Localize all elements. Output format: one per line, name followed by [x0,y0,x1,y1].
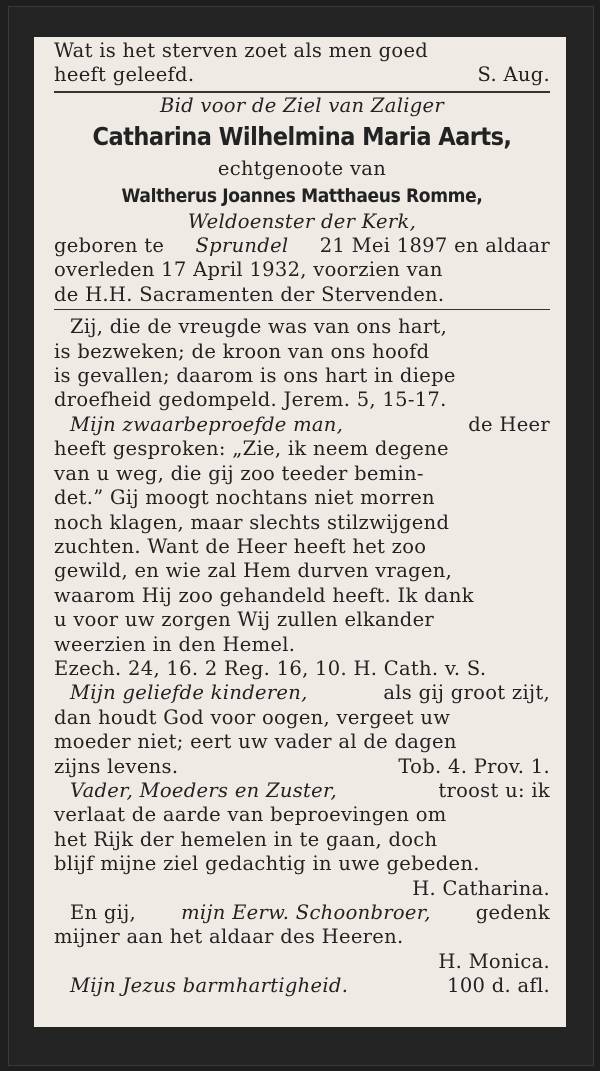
brother-in-law-address: mijn Eerw. Schoonbroer, [181,901,431,924]
husband-address: Mijn zwaarbeproefde man, [70,412,344,436]
body-text: als gij groot zijt, [383,681,550,705]
indulgence-note: 100 d. afl. [447,974,550,998]
birth-label: geboren te [54,234,165,258]
body-line: noch klagen, maar slechts stilzwijgend [54,510,450,534]
opening-quote-line-2 [54,63,550,87]
birth-line [54,234,550,258]
body-line: gewild, en wie zal Hem durven vragen, [54,559,453,583]
saint-attribution: H. Catharina. [412,876,550,900]
body-line: droefheid gedompeld. Jerem. 5, 15-17. [54,388,447,412]
body-line: u voor uw zorgen Wij zullen elkander [54,608,435,632]
spouse-name: Waltherus Joannes Matthaeus Romme, [121,184,483,207]
body-line: mijner aan het aldaar des Heeren. [54,925,404,949]
scripture-reference: Tob. 4. Prov. 1. [398,754,550,778]
body-line: det.” Gij moogt nochtans niet morren [54,486,435,510]
body-line: blijf mijne ziel gedachtig in uwe gebeden. [54,852,480,876]
body-line: weerzien in den Hemel. [54,632,296,656]
saint-attribution: H. Monica. [438,949,550,973]
quote-text-end: heeft geleefd. [54,63,195,87]
honorific-title: Weldoenster der Kerk, [187,209,417,233]
closing-prayer: Mijn Jezus barmhartigheid. [70,974,349,998]
body-text: En gij, [70,901,137,924]
body-text: de Heer [468,412,550,436]
opening-quote-line-1 [54,39,550,63]
body-line: moeder niet; eert uw vader al de dagen [54,730,457,754]
body-line: waarom Hij zoo gehandeld heeft. Ik dank [54,583,474,607]
body-line: heeft gesproken: „Zie, ik neem degene [54,437,449,461]
body-text: troost u: ik [438,778,550,802]
scripture-reference: Ezech. 24, 16. 2 Reg. 16, 10. H. Cath. v. S. [54,656,487,680]
body-text: zijns levens. [54,754,179,778]
birth-date: 21 Mei 1897 en aldaar [319,234,550,258]
body-line: Zij, die de vreugde was van ons hart, [70,315,448,339]
deceased-name: Catharina Wilhelmina Maria Aarts, [92,122,512,152]
divider-rule [54,91,550,93]
body-line: van u weg, die gij zoo teeder bemin- [54,461,424,485]
body-line: is bezweken; de kroon van ons hoofd [54,339,430,363]
card-paper [34,37,566,1027]
body-line: het Rijk der hemelen in te gaan, doch [54,827,438,851]
death-line: overleden 17 April 1932, voorzien van [54,258,443,282]
divider-rule-2 [54,309,550,310]
family-address: Vader, Moeders en Zuster, [70,778,337,802]
body-line-with-reference [54,755,550,779]
sacraments-line: de H.H. Sacramenten der Stervenden. [54,282,445,306]
quote-text: Wat is het sterven zoet als men goed [54,39,429,62]
body-line: dan houdt God voor oogen, vergeet uw [54,705,451,729]
children-address-line [54,681,550,705]
body-line: is gevallen; daarom is ons hart in diepe [54,364,456,388]
closing-prayer-line [54,974,550,998]
spouse-label: echtgenoote van [217,157,387,181]
body-line: verlaat de aarde van beproevingen om [54,803,447,827]
prayer-line: Bid voor de Ziel van Zaliger [159,93,445,117]
birth-place: Sprundel [195,234,289,258]
children-address: Mijn geliefde kinderen, [70,681,308,705]
card-text [54,37,550,999]
body-text: gedenk [475,901,550,924]
quote-source: S. Aug. [477,63,550,87]
brother-in-law-address-line [54,901,550,925]
husband-address-line [54,413,550,437]
body-line: zuchten. Want de Heer heeft het zoo [54,534,427,558]
family-address-line [54,779,550,803]
